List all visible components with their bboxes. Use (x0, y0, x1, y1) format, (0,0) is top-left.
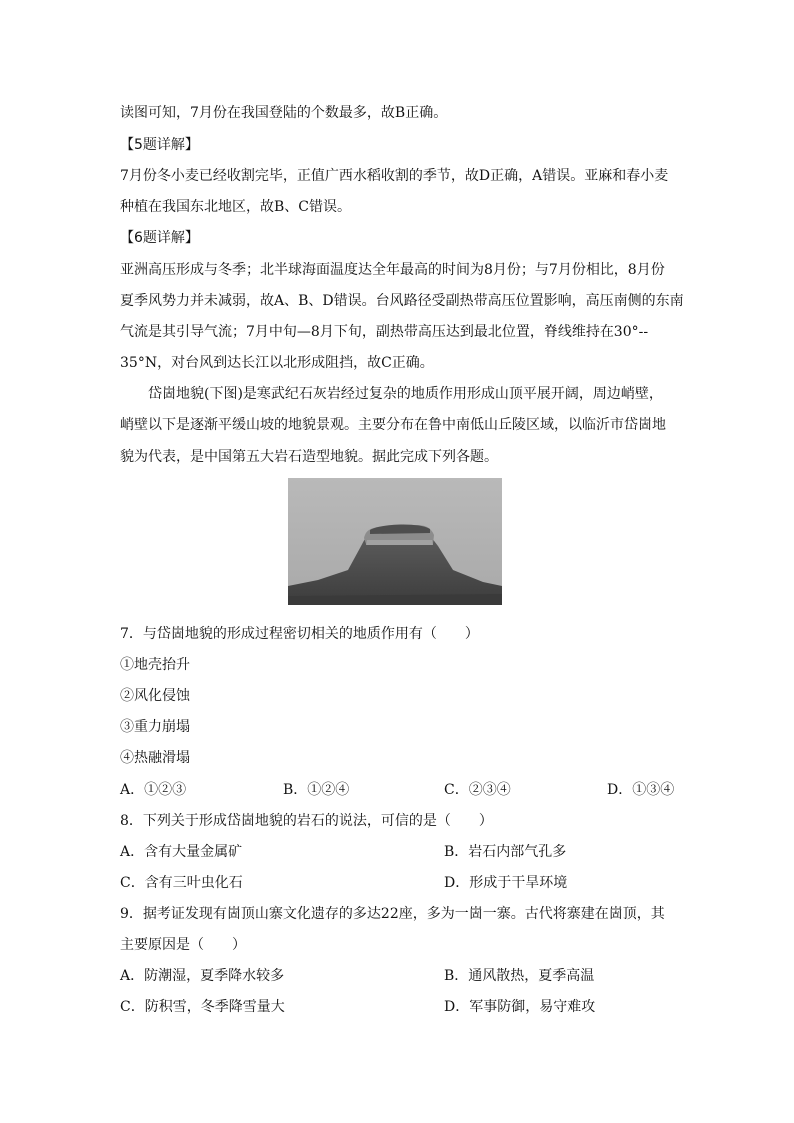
text-line: 种植在我国东北地区，故B、C错误。 (120, 199, 351, 215)
text-line: 气流是其引导气流；7月中旬—8月下旬，副热带高压达到最北位置，脊线维持在30°-- (120, 324, 649, 340)
section-heading-5: 【5题详解】 (120, 137, 199, 153)
statement-item: ①地壳抬升 (120, 657, 190, 673)
option-d: D．①③④ (607, 782, 675, 798)
option-d: D．形成于干旱环境 (444, 875, 568, 891)
question-7-stem: 7．与岱崮地貌的形成过程密切相关的地质作用有（ ） (120, 626, 479, 642)
text-line: 读图可知，7月份在我国登陆的个数最多，故B正确。 (120, 105, 448, 121)
option-a: A．含有大量金属矿 (120, 844, 243, 860)
option-c: C．含有三叶虫化石 (120, 875, 243, 891)
option-c: C．②③④ (444, 782, 511, 798)
statement-item: ③重力崩塌 (120, 719, 190, 735)
paragraph-line: 貌为代表，是中国第五大岩石造型地貌。据此完成下列各题。 (120, 449, 498, 465)
question-9-stem-cont: 主要原因是（ ） (120, 937, 246, 953)
option-b: B．①②④ (283, 782, 350, 798)
paragraph-line: 峭壁以下是逐渐平缓山坡的地貌景观。主要分布在鲁中南低山丘陵区域，以临沂市岱崮地 (120, 417, 666, 433)
text-line: 7月份冬小麦已经收割完毕，正值广西水稻收割的季节，故D正确，A错误。亚麻和春小麦 (120, 168, 669, 184)
section-heading-6: 【6题详解】 (120, 230, 199, 246)
paragraph-line: 岱崮地貌(下图)是寒武纪石灰岩经过复杂的地质作用形成山顶平展开阔，周边峭壁， (148, 386, 663, 402)
option-b: B．通风散热，夏季高温 (444, 968, 595, 984)
option-d: D．军事防御，易守难攻 (444, 999, 596, 1015)
option-c: C．防积雪，冬季降雪量大 (120, 999, 285, 1015)
question-9-stem: 9．据考证发现有崮顶山寨文化遗存的多达22座，多为一崮一寨。古代将寨建在崮顶，其 (120, 906, 665, 922)
text-line: 夏季风势力并未减弱，故A、B、D错误。台风路径受副热带高压位置影响，高压南侧的东南 (120, 293, 684, 309)
statement-item: ②风化侵蚀 (120, 688, 190, 704)
option-a: A．①②③ (120, 782, 187, 798)
text-line: 亚洲高压形成与冬季；北半球海面温度达全年最高的时间为8月份；与7月份相比，8月份 (120, 262, 665, 278)
option-a: A．防潮湿，夏季降水较多 (120, 968, 285, 984)
statement-item: ④热融滑塌 (120, 750, 190, 766)
landform-photo (288, 478, 502, 605)
text-line: 35°N，对台风到达长江以北形成阻挡，故C正确。 (120, 355, 434, 371)
question-8-stem: 8．下列关于形成岱崮地貌的岩石的说法，可信的是（ ） (120, 813, 493, 829)
option-b: B．岩石内部气孔多 (444, 844, 567, 860)
